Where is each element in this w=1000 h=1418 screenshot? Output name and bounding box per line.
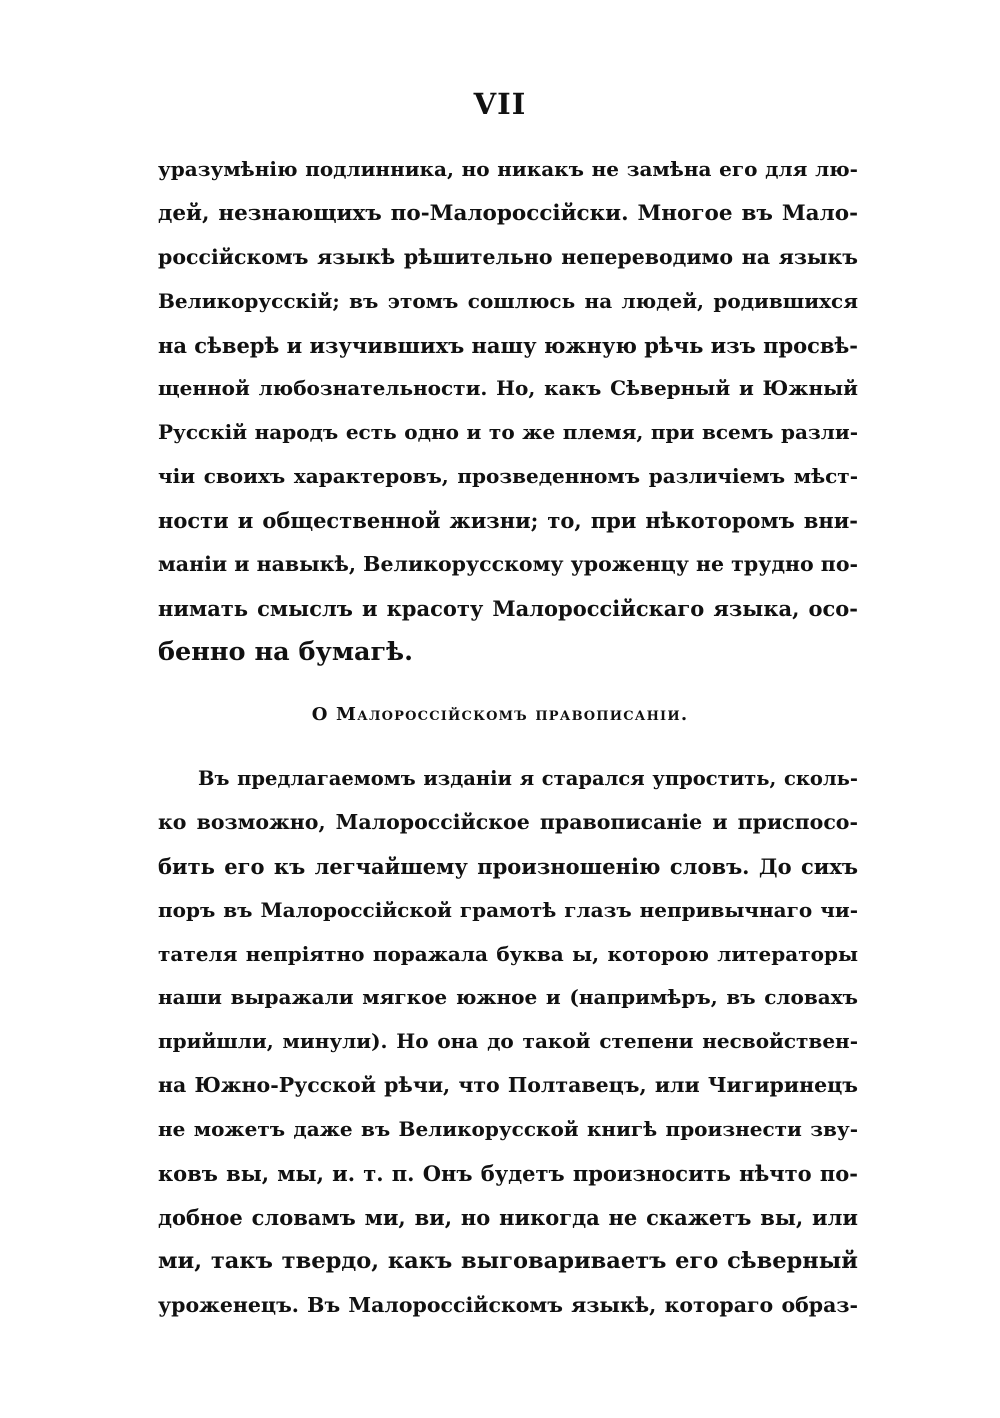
text-line: на Южно-Русской рѣчи, что Полтавецъ, или Чигиринецъ — [158, 1073, 858, 1098]
text-line: уразумѣнію подлинника, но никакъ не замѣна его для лю- — [158, 157, 858, 181]
text-line: добное словамъ ми, ви, но никогда не скажетъ вы, или — [158, 1204, 858, 1230]
text-line: не можетъ даже въ Великорусской книгѣ произнести зву- — [158, 1117, 858, 1142]
text-line: на сѣверѣ и изучившихъ нашу южную рѣчь изъ просвѣ- — [158, 332, 858, 358]
section-heading: О Малороссійскомъ правописаніи. — [311, 704, 689, 725]
paragraph-2 — [158, 757, 858, 1328]
page-number: VII — [473, 87, 527, 121]
text-line: поръ въ Малороссійской грамотѣ глазъ непривычнаго чи- — [158, 897, 858, 922]
text-line: Русскій народъ есть одно и то же племя, при всемъ разли- — [158, 420, 858, 445]
text-line: Въ предлагаемомъ изданіи я старался упростить, сколь- — [198, 767, 858, 790]
text-line: бенно на бумагѣ. — [158, 636, 413, 667]
text-line: нимать смыслъ и красоту Малороссійскаго языка, осо- — [158, 595, 858, 621]
text-line: прийшли, минули). Но она до такой степени несвойствен- — [158, 1029, 858, 1054]
text-line: щенной любознательности. Но, какъ Сѣверный и Южный — [158, 376, 858, 401]
text-line: ковъ вы, мы, и. т. п. Онъ будетъ произносить нѣчто по- — [158, 1161, 858, 1187]
text-line: тателя непріятно поражала буква ы, которою литераторы — [158, 941, 858, 966]
text-line: ности и общественной жизни; то, при нѣкоторомъ вни- — [158, 508, 858, 534]
text-line: ми, такъ твердо, какъ выговариваетъ его сѣверный — [158, 1247, 858, 1274]
text-line: наши выражали мягкое южное и (напримѣръ, въ словахъ — [158, 985, 858, 1010]
text-line: ко возможно, Малороссійское правописаніе и приспосо- — [158, 809, 858, 834]
paragraph-1 — [158, 148, 858, 675]
text-line: россійскомъ языкѣ рѣшительно непереводимо на языкъ — [158, 244, 858, 269]
text-line: уроженецъ. Въ Малороссійскомъ языкѣ, котораго образ- — [158, 1292, 858, 1317]
text-line: маніи и навыкѣ, Великорусскому уроженцу не трудно по- — [158, 552, 858, 577]
text-line: чіи своихъ характеровъ, прозведенномъ различіемъ мѣст- — [158, 464, 858, 489]
text-line: Великорусскій; въ этомъ сошлюсь на людей, родившихся — [158, 288, 858, 313]
text-line: бить его къ легчайшему произношенію словъ. До сихъ — [158, 853, 858, 879]
text-line: дей, незнающихъ по-Малороссійски. Многое въ Мало- — [158, 200, 858, 226]
